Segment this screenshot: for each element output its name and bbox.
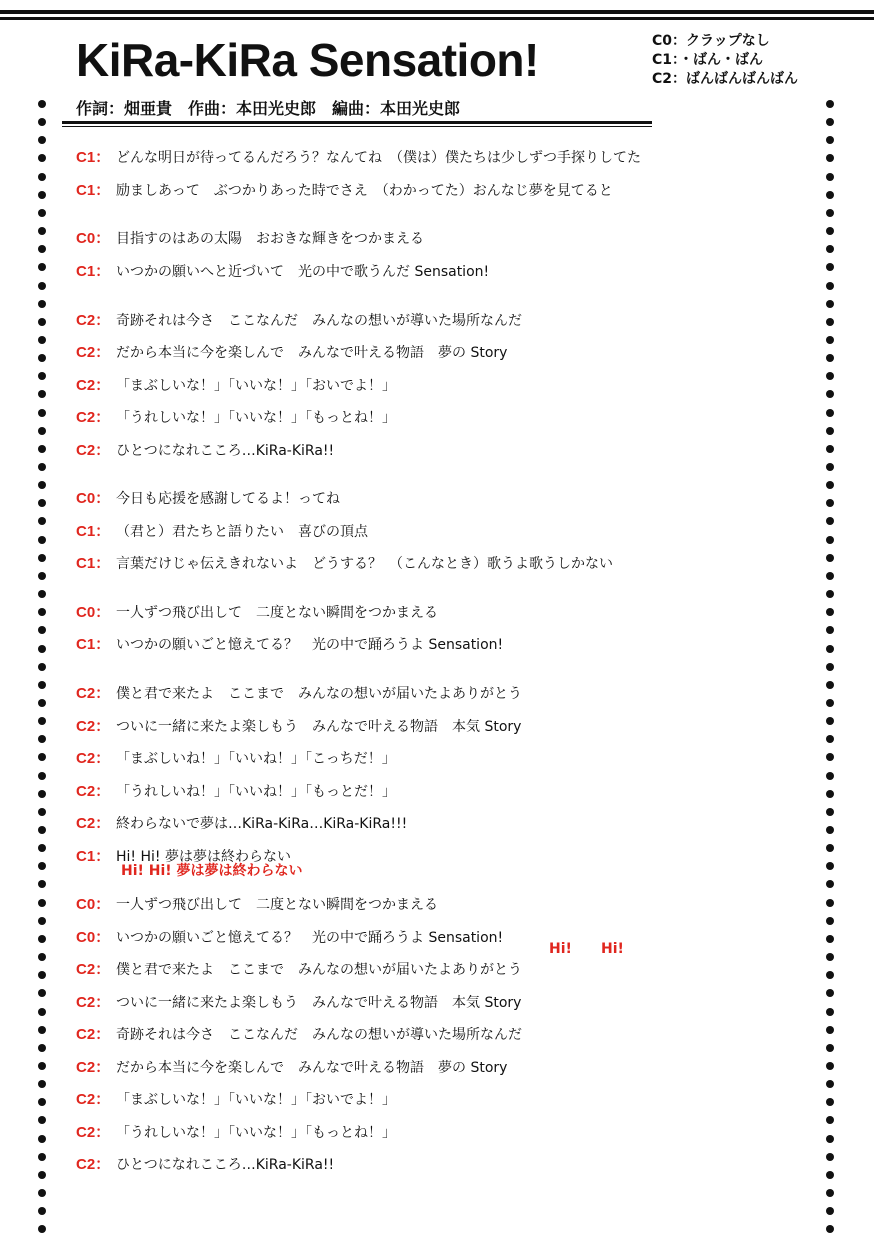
border-dot [38,517,46,525]
page-title: KiRa-KiRa Sensation! [76,34,539,86]
header-rule-top [0,10,874,14]
lyric-text: 奇跡それは今さ ここなんだ みんなの想いが導いた場所なんだ [116,313,522,329]
lyric-text: 「うれしいな！」「いいな！」「もっとね！」 [116,1125,396,1141]
border-dot [826,136,834,144]
lyric-text: 「まぶしいな！」「いいな！」「おいでよ！」 [116,1092,396,1108]
border-dot [826,554,834,562]
hi-annotation-2: Hi! [601,941,624,957]
border-dot [38,989,46,997]
lyric-line [76,487,340,507]
lyric-line [76,1088,396,1108]
border-dot [38,699,46,707]
call-tag: C1： [76,636,111,653]
lyric-text: どんな明日が待ってるんだろう？なんてね （僕は）僕たちは少しずつ手探りしてた [116,150,641,166]
border-dot [826,790,834,798]
border-dot [826,463,834,471]
border-dot [38,735,46,743]
lyric-text: ひとつになれこころ…KiRa-KiRa!! [116,1157,335,1173]
border-dot [38,772,46,780]
border-dot [826,608,834,616]
call-tag: C2： [76,1156,111,1173]
border-dot [826,1026,834,1034]
lyric-text: 「まぶしいな！」「いいな！」「おいでよ！」 [116,378,396,394]
lyric-text: 言葉だけじゃ伝えきれないよ どうする？ （こんなとき）歌うよ歌うしかない [116,556,613,572]
lyric-line [76,682,522,702]
border-dot [38,572,46,580]
border-dot [826,445,834,453]
border-dot [38,463,46,471]
border-dot [826,209,834,217]
lyric-text: 「まぶしいね！」「いいね！」「こっちだ！」 [116,751,396,767]
call-tag: C2： [76,377,111,394]
border-dot [38,282,46,290]
border-dot [826,409,834,417]
lyric-text: 励ましあって ぶつかりあった時でさえ （わかってた）おんなじ夢を見てると [116,183,613,199]
border-dot [38,1062,46,1070]
call-tag: C2： [76,1026,111,1043]
border-dot [38,318,46,326]
border-dot [38,354,46,362]
border-dot [38,663,46,671]
border-dot [826,899,834,907]
lyric-line [76,1121,396,1141]
border-dot [38,409,46,417]
border-dot [826,1098,834,1106]
border-dot [826,645,834,653]
border-dot [38,536,46,544]
call-tag: C2： [76,442,111,459]
lyric-text: だから本当に今を楽しんで みんなで叶える物語 夢の Story [116,345,508,361]
border-dot [38,154,46,162]
lyric-line [76,439,334,459]
lyric-text: 「うれしいね！」「いいね！」「もっとだ！」 [116,784,396,800]
border-dot [826,772,834,780]
legend-c0: C0：クラップなし [652,33,770,49]
border-dot [38,1171,46,1179]
call-tag: C2： [76,312,111,329]
border-dot [38,681,46,689]
border-dot [826,354,834,362]
border-dot [38,1225,46,1233]
border-dot [826,1080,834,1088]
lyric-text: いつかの願いへと近づいて 光の中で歌うんだ Sensation! [116,264,490,280]
lyric-line [76,715,521,735]
lyric-text: いつかの願いごと憶えてる？ 光の中で踊ろうよ Sensation! [116,930,504,946]
border-dot [38,191,46,199]
border-dot [826,735,834,743]
border-dot [826,681,834,689]
border-dot [826,300,834,308]
lyric-text: 今日も応援を感謝してるよ！ってね [116,491,340,507]
border-dot [38,1207,46,1215]
border-dot [38,372,46,380]
border-dot [826,699,834,707]
call-legend [652,32,798,89]
border-dot [38,300,46,308]
border-dot [38,554,46,562]
border-dot [826,1171,834,1179]
call-tag: C0： [76,230,111,247]
border-dot [38,1026,46,1034]
call-tag: C0： [76,604,111,621]
call-tag: C2： [76,994,111,1011]
border-dot [826,590,834,598]
lyric-line [76,991,521,1011]
border-dot [826,808,834,816]
border-dot [38,590,46,598]
border-dot [38,917,46,925]
border-dot [826,517,834,525]
border-dot [826,245,834,253]
border-dot [826,1135,834,1143]
legend-c1: C1：・ばん・ばん [652,52,764,68]
lyric-text: ついに一緒に来たよ楽しもう みんなで叶える物語 本気 Story [116,719,522,735]
lyric-line [76,926,503,946]
lyric-line [76,374,396,394]
border-dot [826,173,834,181]
border-dot [826,717,834,725]
border-dot [826,826,834,834]
call-tag: C2： [76,783,111,800]
lyric-text: Hi! Hi! 夢は夢は終わらない [116,849,291,865]
border-dot [38,899,46,907]
border-dot [38,481,46,489]
lyric-line [76,958,522,978]
border-dot [38,263,46,271]
border-dot [38,336,46,344]
border-dot [826,481,834,489]
border-dot [826,971,834,979]
border-dot [38,862,46,870]
border-dot [826,935,834,943]
lyric-line [76,552,613,572]
border-dot [38,1008,46,1016]
border-dot [38,1080,46,1088]
call-tag: C0： [76,896,111,913]
call-tag: C0： [76,490,111,507]
border-dot [826,1062,834,1070]
border-dot [38,826,46,834]
border-dot [38,1098,46,1106]
border-dot [826,372,834,380]
legend-c2: C2：ばんばんばんばん [652,71,799,87]
lyric-text: 一人ずつ飛び出して 二度とない瞬間をつかまえる [116,605,438,621]
lyric-line [76,309,522,329]
border-dot [38,136,46,144]
border-dot [826,1189,834,1197]
border-dot [826,282,834,290]
border-dot [826,1153,834,1161]
lyric-line [76,520,368,540]
border-dot [826,989,834,997]
border-dot [826,263,834,271]
border-dot [826,1225,834,1233]
lyric-text: 僕と君で来たよ ここまで みんなの想いが届いたよありがとう [116,962,522,978]
lyric-line [76,633,503,653]
lyric-text: （君と）君たちと語りたい 喜びの頂点 [116,524,368,540]
border-dot [826,626,834,634]
border-dot [826,572,834,580]
credits: 作詞：畑亜貴 作曲：本田光史郎 編曲：本田光史郎 [76,99,461,118]
border-dot [826,753,834,761]
lyric-line [76,1056,507,1076]
border-dot [38,118,46,126]
border-dot [38,880,46,888]
lyric-line [76,601,438,621]
call-tag: C0： [76,929,111,946]
border-dot [826,1008,834,1016]
lyric-text: ひとつになれこころ…KiRa-KiRa!! [116,443,335,459]
border-dot [826,536,834,544]
border-dot [38,100,46,108]
lyric-line [76,747,396,767]
call-tag: C1： [76,263,111,280]
border-dot [826,227,834,235]
border-dot [826,1116,834,1124]
border-dot [38,971,46,979]
hi-annotation-1: Hi! [549,941,572,957]
call-tag: C2： [76,750,111,767]
border-dot [826,154,834,162]
call-tag: C1： [76,848,111,865]
lyric-line [76,1023,522,1043]
call-tag: C1： [76,555,111,572]
lyric-line [76,893,438,913]
border-dot [826,427,834,435]
border-dot [38,645,46,653]
border-dot [826,191,834,199]
lyric-text: 僕と君で来たよ ここまで みんなの想いが届いたよありがとう [116,686,522,702]
border-dot [826,118,834,126]
border-dot [38,173,46,181]
lyric-text: ついに一緒に来たよ楽しもう みんなで叶える物語 本気 Story [116,995,522,1011]
call-tag: C1： [76,182,111,199]
border-dot [38,608,46,616]
border-dot [38,227,46,235]
call-tag: C1： [76,523,111,540]
border-dot [826,844,834,852]
border-dot [38,717,46,725]
border-dot [38,790,46,798]
border-dot [38,390,46,398]
lyric-text: 終わらないで夢は…KiRa-KiRa…KiRa-KiRa!!! [116,816,408,832]
border-dot [38,753,46,761]
call-tag: C2： [76,718,111,735]
lyric-text: 「うれしいな！」「いいな！」「もっとね！」 [116,410,396,426]
lyric-line [76,341,507,361]
call-tag: C2： [76,815,111,832]
border-dot [826,1044,834,1052]
lyric-text: 奇跡それは今さ ここなんだ みんなの想いが導いた場所なんだ [116,1027,522,1043]
border-dot [38,1153,46,1161]
border-dot [38,427,46,435]
border-dot [38,445,46,453]
header-rule-middle [0,17,874,20]
lyric-text: 一人ずつ飛び出して 二度とない瞬間をつかまえる [116,897,438,913]
border-dot [826,336,834,344]
border-dot [826,862,834,870]
call-tag: C2： [76,685,111,702]
border-dot [38,209,46,217]
lyric-text: 目指すのはあの太陽 おおきな輝きをつかまえる [116,231,424,247]
call-tag: C1： [76,149,111,166]
lyric-line [76,179,613,199]
call-tag: C2： [76,344,111,361]
lyric-line [76,406,396,426]
border-dot [38,844,46,852]
lyric-line [76,146,641,166]
call-tag: C2： [76,961,111,978]
border-dot [38,499,46,507]
border-dot [38,1044,46,1052]
border-dot [826,953,834,961]
credits-rule-bottom [62,126,652,127]
border-dot [38,1116,46,1124]
border-dot [826,318,834,326]
border-dot [826,390,834,398]
lyric-text: いつかの願いごと憶えてる？ 光の中で踊ろうよ Sensation! [116,637,504,653]
lyric-line [76,780,396,800]
border-dot [826,663,834,671]
call-annotation: Hi! Hi! 夢は夢は終わらない [121,863,303,879]
call-tag: C2： [76,1124,111,1141]
border-dot [38,1189,46,1197]
lyric-line [76,1153,334,1173]
lyric-line [76,260,489,280]
call-tag: C2： [76,409,111,426]
border-dot [38,935,46,943]
lyric-line [76,227,424,247]
lyric-text: だから本当に今を楽しんで みんなで叶える物語 夢の Story [116,1060,508,1076]
call-tag: C2： [76,1059,111,1076]
border-dot [38,245,46,253]
border-dot [38,808,46,816]
lyric-line [76,812,407,832]
border-dot [38,1135,46,1143]
border-dot [38,953,46,961]
border-dot [826,100,834,108]
border-dot [826,499,834,507]
border-dot [826,1207,834,1215]
credits-rule-top [62,121,652,124]
call-tag: C2： [76,1091,111,1108]
border-dot [826,880,834,888]
border-dot [38,626,46,634]
border-dot [826,917,834,925]
